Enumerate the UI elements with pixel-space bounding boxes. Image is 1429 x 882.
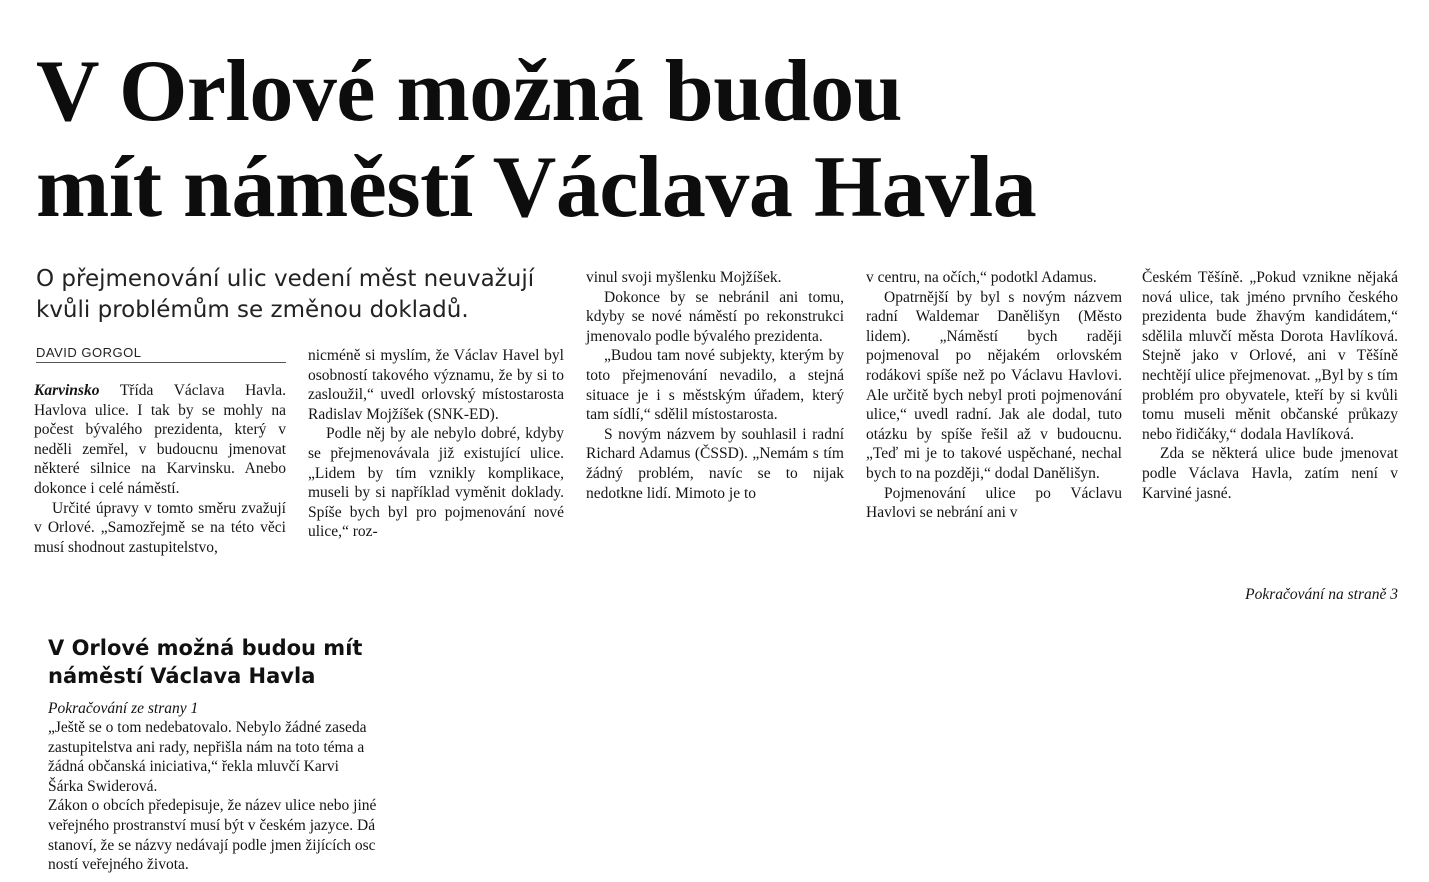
article-column-2 bbox=[308, 346, 564, 542]
column-2-paragraph-1: nicméně si myslím, že Václav Havel byl osobností takového významu, že by si to zasloužil,“ uvedl orlovský místostarosta Radislav Mojžíšek (SNK-ED). bbox=[308, 347, 564, 423]
continuation-line-8: ností veřejného života. bbox=[48, 856, 189, 874]
continuation-line-4: Šárka Swiderová. bbox=[48, 777, 158, 795]
column-3-paragraph-3: „Budou tam nové subjekty, kterým by toto přejmenování nevadilo, a stejná situace je i s městským úřadem, který tam sídlí,“ sdělil místostarosta. bbox=[586, 347, 844, 424]
article-column-3 bbox=[586, 268, 844, 503]
continuation-line-1: „Ještě se o tom nedebatovalo. Nebylo žádné zaseda bbox=[48, 719, 367, 736]
continuation-headline bbox=[48, 634, 508, 690]
continuation-headline-line-2: náměstí Václava Havla bbox=[48, 664, 316, 688]
byline: DAVID GORGOL bbox=[36, 345, 286, 363]
column-3-paragraph-1: vinul svoji myšlenku Mojžíšek. bbox=[586, 269, 782, 286]
column-3-paragraph-2: Dokonce by se nebránil ani tomu, kdyby se nové náměstí po rekonstrukci jmenovalo podle bývalého prezidenta. bbox=[586, 288, 844, 345]
column-4-paragraph-2: Opatrnější by byl s novým názvem radní Waldemar Danělišyn (Město lidem). „Náměstí bych raději pojmenoval po nějakém orlovském rodákovi spíše než po Václavu Havlovi. Ale určitě bych nebyl proti pojmenování ulice,“ uvedl radní. Jak ale dodal, tuto otázku by spíše řešil až v budoucnu. „Teď mi je to takové uspěchané, nechal bych to na později,“ dodal Danělišyn. bbox=[866, 288, 1122, 482]
headline bbox=[36, 44, 1416, 236]
column-2-paragraph-2: Podle něj by ale nebylo dobré, kdyby se přejmenovávala již existující ulice. „Lidem by tím vznikly komplikace, museli by si například vyměnit doklady. Spíše bych byl pro pojmenování nové ulice,“ roz- bbox=[308, 425, 564, 541]
column-4-paragraph-3: Pojmenování ulice po Václavu Havlovi se nebrání ani v bbox=[866, 484, 1122, 522]
column-4-paragraph-1: v centru, na očích,“ podotkl Adamus. bbox=[866, 269, 1097, 286]
lead-paragraph: O přejmenování ulic vedení měst neuvažují kvůli problémům se změnou dokladů. bbox=[36, 266, 535, 323]
column-1-paragraph-2: Určité úpravy v tomto směru zvažují v Orlové. „Samozřejmě se na této věci musí shodnout zastupitelstvo, bbox=[34, 499, 286, 556]
continuation-text bbox=[48, 718, 498, 882]
article-column-4 bbox=[866, 268, 1122, 523]
column-5-paragraph-2: Zda se některá ulice bude jmenovat podle Václava Havla, zatím není v Karviné jasné. bbox=[1142, 445, 1398, 502]
continued-from-note: Pokračování ze strany 1 bbox=[48, 700, 199, 717]
continuation-line-5: Zákon o obcích předepisuje, že název ulice nebo jiné bbox=[48, 797, 377, 815]
column-3-paragraph-4: S novým názvem by souhlasil i radní Richard Adamus (ČSSD). „Nemám s tím žádný problém, navíc se to nijak nedotkne lidí. Mimoto je to bbox=[586, 425, 844, 502]
headline-line-1: V Orlové možná budou bbox=[36, 43, 903, 140]
continued-on-page-note: Pokračování na straně 3 bbox=[1245, 586, 1398, 603]
continuation-line-3: žádná občanská iniciativa,“ řekla mluvčí Karvi bbox=[48, 758, 339, 776]
continuation-headline-line-1: V Orlové možná budou mít bbox=[48, 636, 363, 660]
continuation-line-7: stanoví, že se názvy nedávají podle jmen žijících osc bbox=[48, 836, 376, 854]
dateline-place: Karvinsko bbox=[34, 382, 100, 399]
headline-line-2: mít náměstí Václava Havla bbox=[36, 139, 1037, 236]
continuation-line-2: zastupitelstva ani rady, nepřišla nám na toto téma a bbox=[48, 738, 365, 756]
article-column-5 bbox=[1142, 268, 1398, 503]
column-1-text-1: Třída Václava Havla. Havlova ulice. I tak by se mohly na počest bývalého prezidenta, který v neděli zemřel, v budoucnu jmenovat některé silnice na Karvinsku. Anebo dokonce i celé náměstí. bbox=[34, 382, 286, 497]
column-1-paragraph-1 bbox=[34, 381, 286, 499]
column-5-paragraph-1: Českém Těšíně. „Pokud vznikne nějaká nová ulice, tak jméno prvního českého prezidenta bude žhavým kandidátem,“ sdělila mluvčí města Dorota Havlíková. Stejně jako v Orlové, ani v Těšíně nechtějí ulice přejmenovat. „Byl by s tím problém pro obyvatele, kteří by si kvůli tomu museli měnit občanské průkazy nebo řidičáky,“ dodala Havlíková. bbox=[1142, 269, 1398, 443]
article-column-1 bbox=[34, 381, 286, 557]
continuation-line-6: veřejného prostranství musí být v českém jazyce. Dá bbox=[48, 816, 376, 834]
